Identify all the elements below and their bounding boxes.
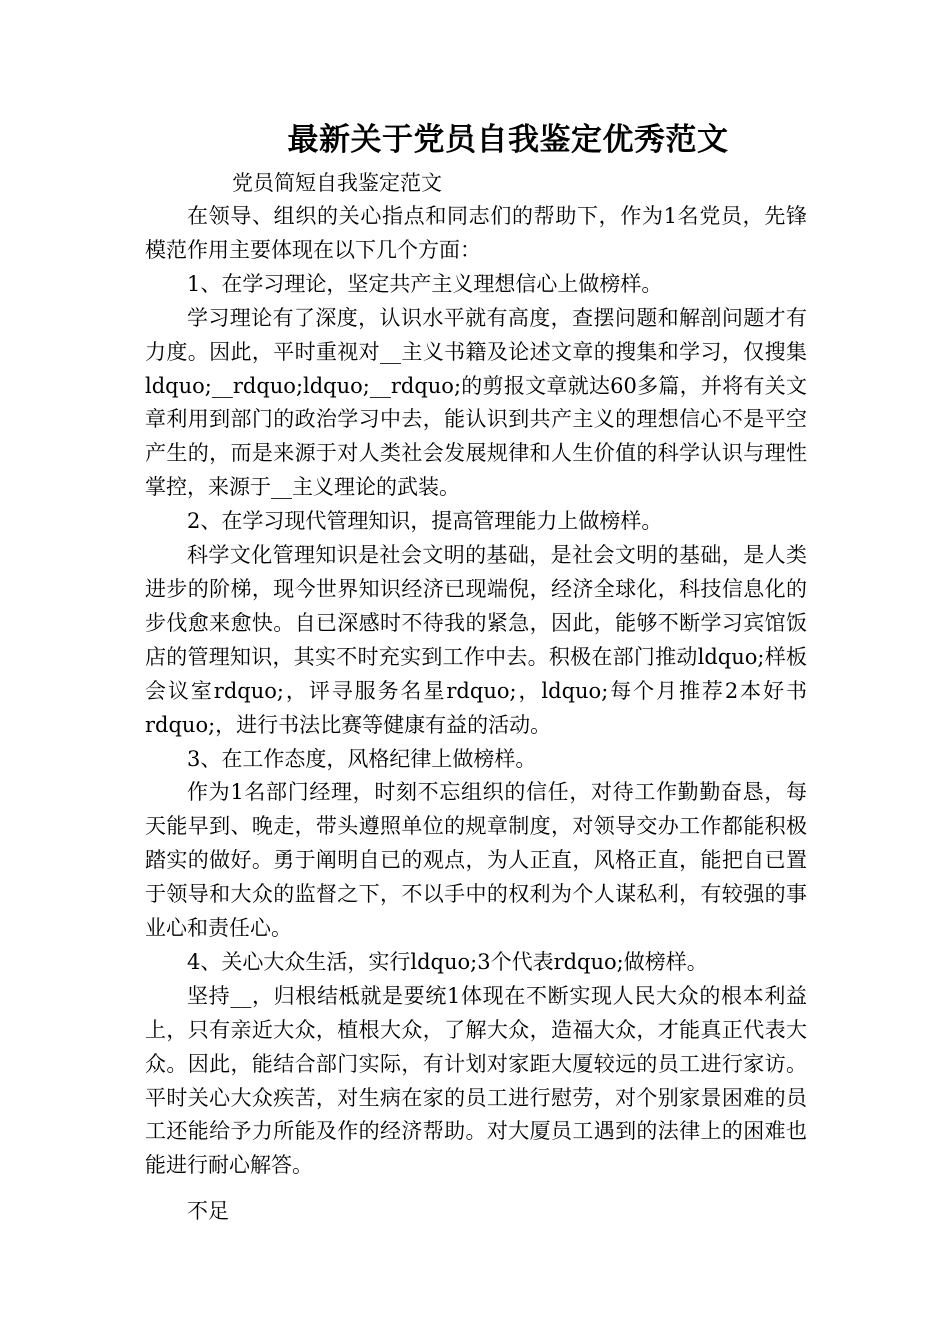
paragraph: 3、在工作态度，风格纪律上做榜样。 <box>187 746 537 771</box>
paragraph: 不足 <box>187 1199 229 1224</box>
paragraph: 学习理论有了深度，认识水平就有高度，查摆问题和解剖问题才有力度。因此，平时重视对__主义书籍及论述文章的搜集和学习，仅搜集ldquo;__rdquo;ldquo;__rdquo;的剪报文章就达60多篇，并将有关文章利用到部门的政治学习中去，能认识到共产主义的理想信心不是平空产生的，而是来源于对人类社会发展规律和人生价值的科学认识与理性掌控，来源于__主义理论的武装。 <box>145 305 807 500</box>
paragraph: 1、在学习理论，坚定共产主义理想信心上做榜样。 <box>187 271 663 296</box>
document-title: 最新关于党员自我鉴定优秀范文 <box>287 122 729 158</box>
document-body <box>145 200 807 1229</box>
paragraph: 在领导、组织的关心指点和同志们的帮助下，作为1名党员，先锋模范作用主要体现在以下几个方面： <box>145 204 807 262</box>
paragraph: 4、关心大众生活，实行ldquo;3个代表rdquo;做榜样。 <box>187 949 708 974</box>
paragraph: 2、在学习现代管理知识，提高管理能力上做榜样。 <box>187 509 663 534</box>
paragraph: 科学文化管理知识是社会文明的基础，是社会文明的基础，是人类进步的阶梯，现今世界知识经济已现端倪，经济全球化，科技信息化的步伐愈来愈快。自已深感时不待我的紧急，因此，能够不断学习宾馆饭店的管理知识，其实不时充实到工作中去。积极在部门推动ldquo;样板会议室rdquo;，评寻服务名星rdquo;，ldquo;每个月推荐2本好书rdquo;，进行书法比赛等健康有益的活动。 <box>145 543 807 737</box>
paragraph: 作为1名部门经理，时刻不忘组织的信任，对待工作勤勤奋恳，每天能早到、晚走，带头遵照单位的规章制度，对领导交办工作都能积极踏实的做好。勇于阐明自已的观点，为人正直，风格正直，能把自已置于领导和大众的监督之下，不以手中的权利为个人谋私利，有较强的事业心和责任心。 <box>145 780 807 941</box>
document-subtitle: 党员简短自我鉴定范文 <box>232 171 442 195</box>
paragraph: 坚持__，归根结柢就是要统1体现在不断实现人民大众的根本利益上，只有亲近大众，植根大众，了解大众，造福大众，才能真正代表大众。因此，能结合部门实际，有计划对家距大厦较远的员工进行家访。平时关心大众疾苦，对生病在家的员工进行慰劳，对个别家景困难的员工还能给予力所能及作的经济帮助。对大厦员工遇到的法律上的困难也能进行耐心解答。 <box>145 983 807 1178</box>
